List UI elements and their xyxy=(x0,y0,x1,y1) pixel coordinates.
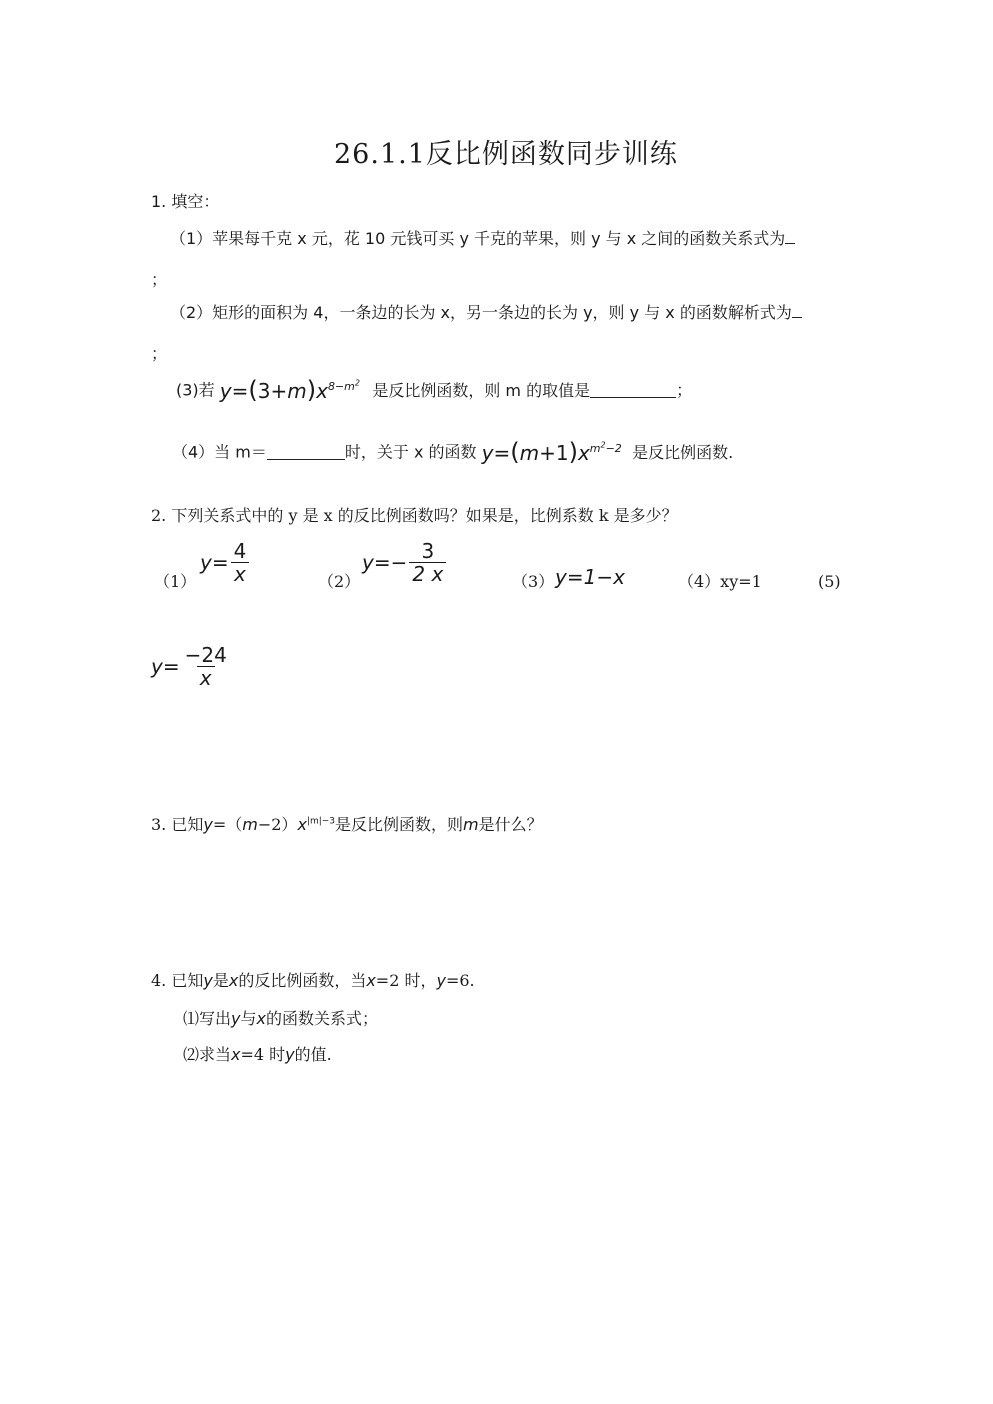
q1-part3-formula xyxy=(219,376,367,404)
q2-item5-formula xyxy=(151,644,230,689)
q1-part3-label: (3)若 xyxy=(176,380,215,400)
q2-item2-formula xyxy=(362,540,446,585)
q4-heading-d: =2 时， xyxy=(375,971,437,990)
q2-heading: 2. 下列关系式中的 y 是 x 的反比例函数吗？如果是，比例系数 k 是多少？ xyxy=(151,506,678,525)
q2-item5-label: (5) xyxy=(818,572,841,591)
q1-part4-exp-minus2: −2 xyxy=(605,442,622,456)
q2-item1-fraction xyxy=(231,540,250,585)
q2-item1-formula xyxy=(200,540,249,585)
q4-sub2-c: 的值. xyxy=(294,1045,332,1064)
page-title: 26.1.1反比例函数同步训练 xyxy=(334,139,678,170)
q4-heading-x2: x xyxy=(366,971,376,990)
q1-part3-exponent xyxy=(328,380,360,393)
q1-part3-rparen: ) xyxy=(306,376,317,404)
q3-exponent: |m|−3 xyxy=(306,816,336,827)
q2-item2-eq: = xyxy=(373,550,391,575)
q2-item2-neg: − xyxy=(390,550,408,575)
q1-part4-end: 是反比例函数. xyxy=(632,442,734,462)
q1-part2-text: （2）矩形的面积为 4，一条边的长为 x，另一条边的长为 y，则 y 与 x 的函数解析式为 xyxy=(170,303,792,322)
q1-part4-m: m xyxy=(519,441,540,465)
q2-item2-label: （2） xyxy=(318,572,361,591)
q3-text-d: 是反比例函数，则 xyxy=(335,815,464,834)
q1-part1-text: （1）苹果每千克 x 元，花 10 元钱可买 y 千克的苹果，则 y 与 x 之间的函数关系式为 xyxy=(170,229,786,248)
q4-sub2-y: y xyxy=(285,1045,295,1064)
q4-sub1-x: x xyxy=(256,1009,266,1028)
q3-y: y xyxy=(203,815,213,834)
q1-part4-eq: = xyxy=(493,441,511,465)
q1-part3-exp-sq: 2 xyxy=(354,378,360,388)
q3-x: x xyxy=(297,815,307,834)
q1-heading: 1. 填空： xyxy=(151,192,220,211)
q2-item2-fraction xyxy=(409,540,446,585)
q3-text-e: 是什么？ xyxy=(478,815,543,834)
q1-part3-y: y xyxy=(219,379,232,403)
q2-item4-label: （4）xy=1 xyxy=(678,572,762,591)
q1-part4-formula xyxy=(481,438,629,466)
q2-item5-numerator: −24 xyxy=(184,643,227,667)
q3-text-b: =（ xyxy=(212,815,243,834)
q2-item2-numerator: 3 xyxy=(421,539,435,563)
q1-part1-end: ； xyxy=(151,270,168,289)
q4-heading-b: 是 xyxy=(212,971,229,990)
q2-item1-denominator: x xyxy=(231,562,249,585)
q1-part2 xyxy=(170,303,802,323)
q4-heading-y: y xyxy=(203,971,213,990)
q4-heading-x: x xyxy=(228,971,239,990)
q2-item5-fraction xyxy=(182,644,230,689)
q1-part3-lparen: ( xyxy=(248,376,258,404)
q1-part3-text: 是反比例函数，则 m 的取值是 xyxy=(372,380,591,400)
q1-part2-blank xyxy=(792,303,802,318)
q3-text xyxy=(151,815,543,835)
q1-part4-label: （4）当 m＝ xyxy=(172,442,267,462)
q1-part3 xyxy=(176,376,693,404)
q1-part3-blank xyxy=(590,383,676,398)
q1-part3-end: ； xyxy=(676,380,693,400)
q1-part4-exp-m: m xyxy=(589,442,601,456)
q4-heading-c: 的反比例函数，当 xyxy=(238,971,367,990)
q1-part2-end: ； xyxy=(151,344,168,363)
q2-item3-label: （3） xyxy=(512,572,555,591)
q1-part4-rparen: ) xyxy=(568,438,578,466)
q3-m: m xyxy=(242,815,258,834)
q4-sub1-c: 的函数关系式； xyxy=(265,1009,378,1028)
q4-heading xyxy=(151,971,475,991)
q1-part3-eq: = xyxy=(231,379,249,403)
q4-sub1-y: y xyxy=(231,1009,241,1028)
q2-item1-y: y xyxy=(200,550,212,575)
q1-part4-exponent xyxy=(590,442,622,455)
q2-item5-y: y xyxy=(151,654,163,679)
q1-part4-mid: 时，关于 x 的函数 xyxy=(344,442,477,462)
q1-part3-exp-main: 8−m xyxy=(327,380,355,394)
q1-part4-lparen: ( xyxy=(510,438,520,466)
q4-sub1-a: ⑴写出 xyxy=(183,1009,232,1028)
q3-text-c: −2） xyxy=(257,815,298,834)
q4-sub2-a: ⑵求当 xyxy=(183,1045,232,1064)
q4-sub2 xyxy=(183,1045,332,1065)
q2-item1-numerator: 4 xyxy=(233,539,247,563)
q2-item2-denominator: 2 x xyxy=(409,562,446,585)
q1-part3-m: m xyxy=(287,379,307,403)
q1-part4 xyxy=(172,438,734,466)
q4-sub1-b: 与 xyxy=(240,1009,257,1028)
q1-part3-x: x xyxy=(316,379,328,403)
q3-m2: m xyxy=(463,815,479,834)
q3-text-a: 3. 已知 xyxy=(151,815,204,834)
q2-item3-formula: y=1−x xyxy=(555,565,625,589)
q4-heading-a: 4. 已知 xyxy=(151,971,204,990)
q4-sub2-b: =4 时 xyxy=(240,1045,286,1064)
q4-heading-e: =6. xyxy=(445,971,475,990)
q2-item5-eq: = xyxy=(162,654,180,679)
q1-part4-x: x xyxy=(577,441,590,465)
q1-part4-exp-sq: 2 xyxy=(600,440,606,450)
q4-sub2-x: x xyxy=(231,1045,241,1064)
q1-part3-3plus: 3+ xyxy=(257,379,288,403)
q1-part4-y: y xyxy=(481,441,494,465)
q2-item2-y: y xyxy=(362,550,374,575)
q4-sub1 xyxy=(183,1009,378,1029)
q1-part4-blank xyxy=(267,445,345,460)
q2-item5-denominator: x xyxy=(197,666,215,689)
q4-heading-y2: y xyxy=(436,971,446,990)
q1-part1 xyxy=(170,229,795,249)
q2-item1-label: （1） xyxy=(154,572,197,591)
q2-item1-eq: = xyxy=(211,550,229,575)
q1-part1-blank xyxy=(785,229,795,244)
q1-part4-plus1: +1 xyxy=(539,441,569,465)
